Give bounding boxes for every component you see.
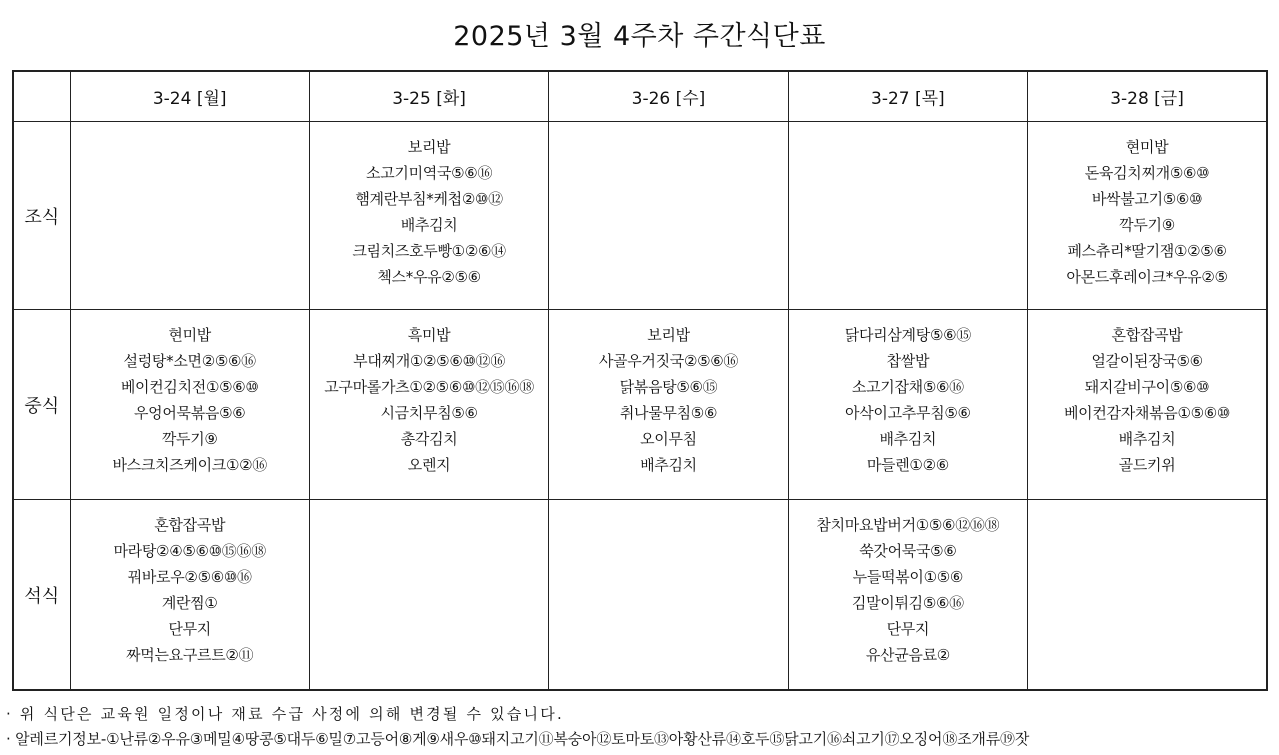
- menu-cell: [549, 310, 788, 500]
- menu-item: 베이컨감자채볶음①⑤⑥⑩: [1063, 404, 1231, 423]
- menu-item: 김말이튀김⑤⑥⑯: [851, 594, 964, 613]
- menu-item: 아삭이고추무침⑤⑥: [845, 404, 971, 423]
- menu-item: 얼갈이된장국⑤⑥: [1091, 352, 1203, 371]
- menu-cell: [309, 122, 548, 310]
- menu-item: 아몬드후레이크*우유②⑤: [1066, 268, 1228, 286]
- meal-label: 중식: [13, 310, 70, 500]
- menu-cell: [1028, 310, 1267, 500]
- notice-text: · 위 식단은 교육원 일정이나 재료 수급 사정에 의해 변경될 수 있습니다.: [6, 705, 564, 723]
- menu-item-list: [1028, 122, 1266, 290]
- menu-item: 설렁탕*소면②⑤⑥⑯: [123, 352, 256, 371]
- menu-item-list: [1028, 500, 1266, 512]
- menu-cell: [309, 500, 548, 690]
- menu-item: 깍두기⑨: [1119, 216, 1175, 234]
- menu-item: 배추김치: [1118, 430, 1176, 449]
- menu-cell: [309, 310, 548, 500]
- menu-item: 베이컨김치전①⑤⑥⑩: [120, 378, 259, 397]
- menu-item: 바스크치즈케이크①②⑯: [112, 456, 267, 475]
- menu-item: 현미밥: [168, 326, 211, 345]
- menu-item: 꿔바로우②⑤⑥⑩⑯: [127, 568, 252, 587]
- menu-item: 골드키위: [1118, 456, 1176, 475]
- menu-cell: [549, 122, 788, 310]
- menu-item-list: [71, 310, 309, 478]
- menu-cell: [70, 122, 309, 310]
- menu-item: 마들렌①②⑥: [866, 456, 949, 475]
- menu-cell: [1028, 122, 1267, 310]
- day-header: 3-25 [화]: [309, 71, 548, 122]
- menu-item: 부대찌개①②⑤⑥⑩⑫⑯: [353, 352, 506, 371]
- menu-item: 닭볶음탕⑤⑥⑮: [619, 378, 718, 397]
- menu-item-list: [310, 500, 548, 512]
- menu-item: 짜먹는요구르트②⑪: [126, 646, 254, 665]
- menu-item-list: [549, 310, 787, 478]
- menu-item: 쑥갓어묵국⑤⑥: [859, 542, 957, 561]
- menu-item: 참치마요밥버거①⑤⑥⑫⑯⑱: [816, 516, 1000, 535]
- menu-cell: [788, 500, 1027, 690]
- menu-cell: [788, 122, 1027, 310]
- menu-item: 유산균음료②: [865, 646, 950, 665]
- menu-cell: [70, 500, 309, 690]
- menu-item-list: [310, 310, 548, 478]
- day-header-row: [13, 71, 1267, 122]
- menu-item: 깍두기⑨: [161, 430, 218, 449]
- meal-label: 석식: [13, 500, 70, 690]
- menu-item: 흑미밥: [407, 326, 451, 345]
- menu-item: 바싹불고기⑤⑥⑩: [1091, 190, 1203, 208]
- menu-item: 혼합잡곡밥: [1111, 326, 1183, 345]
- menu-item-list: [71, 500, 309, 668]
- menu-item: 배추김치: [879, 430, 937, 449]
- allergy-info: · 알레르기정보-①난류②우유③메밀④땅콩⑤대두⑥밀⑦고등어⑧게⑨새우⑩돼지고기⑪복숭아⑫토마토⑬아황산류⑭호두⑮닭고기⑯쇠고기⑰오징어⑱조개류⑲잣: [6, 730, 1030, 748]
- menu-item-list: [789, 310, 1027, 478]
- menu-item: 보리밥: [407, 138, 451, 156]
- day-header: 3-26 [수]: [549, 71, 788, 122]
- menu-item: 계란찜①: [161, 594, 218, 613]
- menu-item: 배추김치: [400, 216, 458, 234]
- meal-label: 조식: [13, 122, 70, 310]
- menu-item: 우엉어묵볶음⑤⑥: [133, 404, 246, 423]
- menu-item: 단무지: [168, 620, 211, 639]
- menu-item-list: [310, 122, 548, 290]
- menu-item: 페스츄리*딸기잼①②⑤⑥: [1067, 242, 1227, 260]
- menu-item: 크림치즈호두빵①②⑥⑭: [352, 242, 506, 260]
- menu-item: 마라탕②④⑤⑥⑩⑮⑯⑱: [113, 542, 266, 561]
- menu-cell: [1028, 500, 1267, 690]
- day-header: 3-24 [월]: [70, 71, 309, 122]
- day-header: 3-27 [목]: [788, 71, 1027, 122]
- menu-item: 총각김치: [400, 430, 458, 449]
- menu-item-list: [549, 122, 787, 134]
- meal-row: [13, 122, 1267, 310]
- menu-item: 소고기잡채⑤⑥⑯: [851, 378, 964, 397]
- menu-cell: [549, 500, 788, 690]
- menu-item-list: [1028, 310, 1266, 478]
- day-header: 3-28 [금]: [1028, 71, 1267, 122]
- page-title: 2025년 3월 4주차 주간식단표: [453, 21, 826, 52]
- weekly-menu-table: [12, 70, 1268, 691]
- menu-item: 돼지갈비구이⑤⑥⑩: [1084, 378, 1210, 397]
- menu-item: 시금치무침⑤⑥: [380, 404, 478, 423]
- menu-item: 오렌지: [407, 456, 451, 475]
- menu-item: 오이무침: [640, 430, 697, 449]
- menu-item: 첵스*우유②⑤⑥: [377, 268, 481, 286]
- menu-item: 취나물무침⑤⑥: [619, 404, 718, 423]
- menu-item: 소고기미역국⑤⑥⑯: [366, 164, 493, 182]
- menu-item: 배추김치: [640, 456, 697, 475]
- menu-item: 보리밥: [647, 326, 690, 345]
- meal-row: [13, 500, 1267, 690]
- menu-item: 단무지: [886, 620, 930, 639]
- menu-item: 햄계란부침*케첩②⑩⑫: [355, 190, 503, 208]
- menu-item: 닭다리삼계탕⑤⑥⑮: [844, 326, 971, 345]
- menu-item: 누들떡볶이①⑤⑥: [852, 568, 964, 587]
- menu-item: 고구마롤가츠①②⑤⑥⑩⑫⑮⑯⑱: [324, 378, 534, 397]
- menu-item-list: [789, 500, 1027, 668]
- menu-item-list: [789, 122, 1027, 134]
- meal-row: [13, 310, 1267, 500]
- menu-item: 돈육김치찌개⑤⑥⑩: [1084, 164, 1210, 182]
- corner-cell: [13, 71, 70, 122]
- menu-item-list: [71, 122, 309, 134]
- menu-item: 찹쌀밥: [886, 352, 930, 371]
- menu-item-list: [549, 500, 787, 512]
- menu-cell: [70, 310, 309, 500]
- menu-item: 혼합잡곡밥: [154, 516, 226, 535]
- menu-item: 사골우거짓국②⑤⑥⑯: [598, 352, 739, 371]
- menu-item: 현미밥: [1125, 138, 1169, 156]
- menu-cell: [788, 310, 1027, 500]
